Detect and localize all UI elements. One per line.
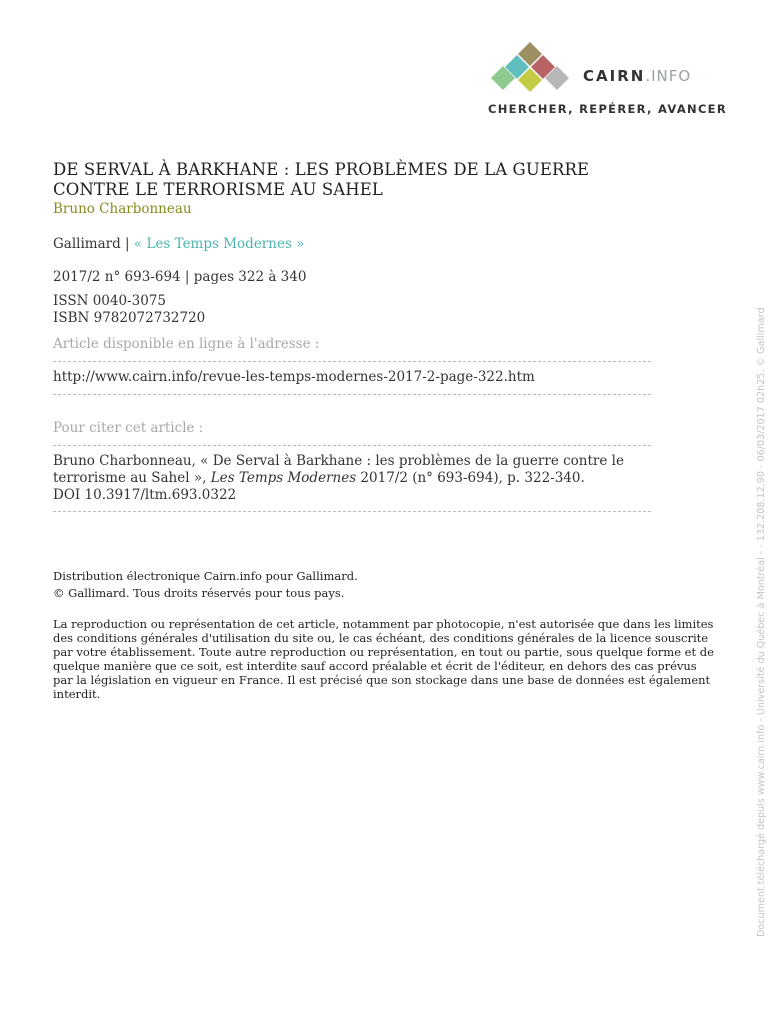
legal-notice: La reproduction ou représentation de cet article, notamment par photocopie, n'est autorisée que dans les limites des conditions générales d'utilisation du site ou, le cas échéant, des conditions générales de la licence souscrite par votre établissement. Toute autre reproduction ou représentation, en tout ou partie, sous quelque forme et de quelque manière que ce soit, est interdite sauf accord préalable et écrit de l'éditeur, en dehors des cas prévus par la législation en vigueur en France. Il est précisé que son stockage dans une base de données est également interdit. bbox=[53, 617, 714, 701]
download-watermark: Document téléchargé depuis www.cairn.info - Université du Québec à Montréal - - 132.208.12.90 - 06/03/2017 02h25. © Gallimard bbox=[756, 307, 767, 937]
publisher-line bbox=[53, 236, 653, 253]
article-info bbox=[53, 160, 714, 701]
brand-name: CAIRN.INFO bbox=[583, 67, 692, 85]
citation-journal: Les Temps Modernes bbox=[210, 470, 357, 486]
journal-link[interactable]: « Les Temps Modernes » bbox=[133, 236, 305, 252]
logo-diamonds-icon bbox=[488, 40, 572, 92]
divider bbox=[53, 394, 651, 395]
divider bbox=[53, 445, 651, 446]
article-url[interactable]: http://www.cairn.info/revue-les-temps-modernes-2017-2-page-322.htm bbox=[53, 369, 535, 385]
citation-doi: DOI 10.3917/ltm.693.0322 bbox=[53, 487, 237, 503]
citation-text: Bruno Charbonneau, « De Serval à Barkhane : les problèmes de la guerre contre le terrorisme au Sahel », Les Temps Modernes 2017/2 (n° 693-694), p. 322-340. DOI 10.3917/ltm.693.0322 bbox=[53, 453, 624, 503]
cairn-logo[interactable] bbox=[488, 40, 728, 120]
distribution-notice: Distribution électronique Cairn.info pour Gallimard. © Gallimard. Tous droits réservés pour tous pays. bbox=[53, 569, 358, 600]
cite-label: Pour citer cet article : bbox=[53, 420, 204, 436]
divider bbox=[53, 361, 651, 362]
divider bbox=[53, 511, 651, 512]
article-author[interactable]: Bruno Charbonneau bbox=[53, 201, 192, 217]
issue-info: 2017/2 n° 693-694 | pages 322 à 340 bbox=[53, 269, 307, 285]
online-label: Article disponible en ligne à l'adresse : bbox=[53, 336, 320, 352]
publisher: Gallimard bbox=[53, 236, 121, 252]
brand-tagline: CHERCHER, REPÉRER, AVANCER bbox=[488, 102, 727, 116]
publisher-separator: | bbox=[125, 236, 130, 252]
isbn: ISBN 9782072732720 bbox=[53, 310, 206, 326]
article-title: DE SERVAL À BARKHANE : LES PROBLÈMES DE LA GUERRE CONTRE LE TERRORISME AU SAHEL bbox=[53, 160, 590, 199]
issn: ISSN 0040-3075 bbox=[53, 293, 166, 309]
